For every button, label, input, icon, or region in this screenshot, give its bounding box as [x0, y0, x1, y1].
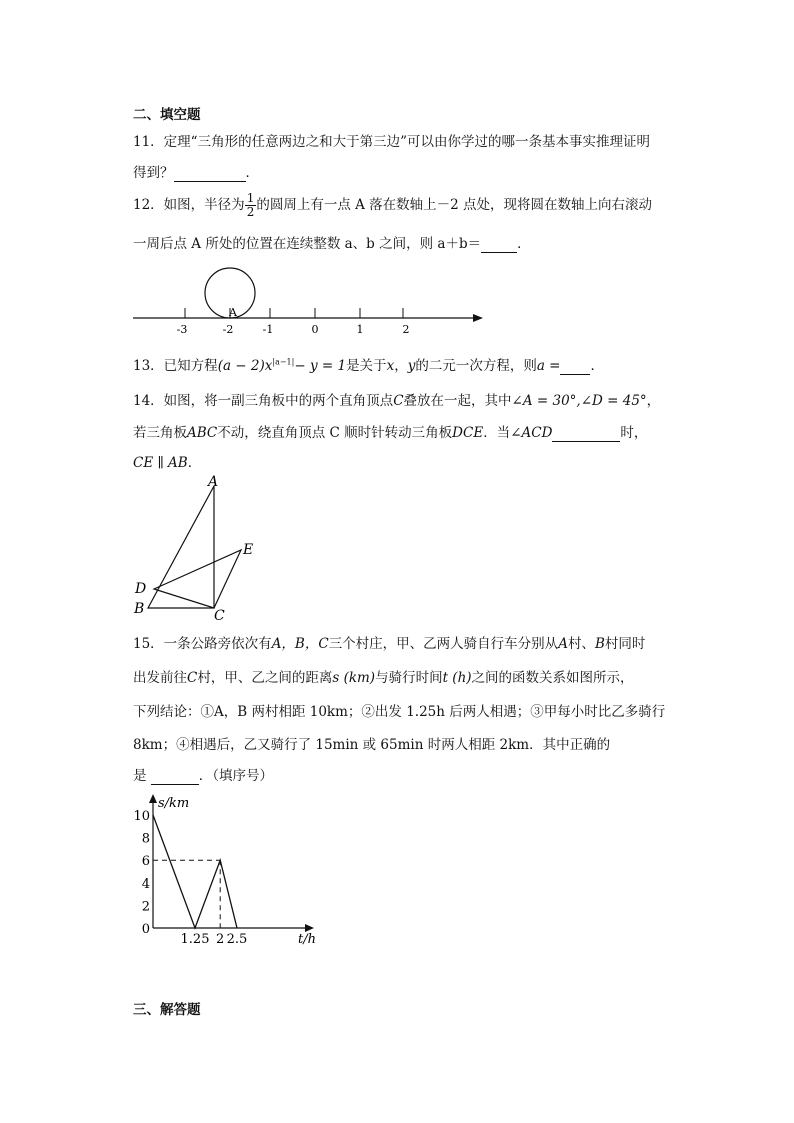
y-tick-label: 4 — [141, 876, 150, 892]
x-tick-label: 2.5 — [226, 932, 248, 947]
q13-eq-exp: |a−1| — [272, 357, 295, 367]
q11-line2-post: ． — [245, 165, 259, 181]
q14-line2-pre: 若三角板 — [133, 425, 187, 441]
q15-line1-mid2: 村、 — [567, 636, 595, 652]
distance-series-line — [153, 815, 237, 928]
q15-line4: 8km；④相遇后，乙又骑行了 15min 或 65min 时两人相距 2km．其中正确的 — [133, 737, 611, 753]
q14-line1-end: ， — [646, 393, 661, 409]
q13-a-eq: a = — [536, 358, 561, 374]
q13-eq-rest: − y = 1 — [294, 358, 347, 374]
q15-line5 — [133, 764, 273, 785]
q12-line2-pre: 一周后点 A 所处的位置在连续整数 a、b 之间，则 a＋b＝ — [133, 236, 482, 252]
q14-line2-mid: 不动，绕直角顶点 C 顺时针转动三角板 — [217, 425, 453, 441]
y-axis-arrow-icon — [149, 794, 157, 803]
q14-angles: ∠A = 30°,∠D = 45° — [511, 393, 647, 409]
q12-line1-post: 的圆周上有一点 A 落在数轴上－2 点处，现将圆在数轴上向右滚动 — [256, 197, 653, 213]
q13-line — [133, 354, 604, 375]
q15-answer-blank — [151, 768, 199, 785]
answer-section-title: 三、解答题 — [133, 1002, 201, 1018]
q11-answer-blank — [174, 165, 246, 182]
q12-frac-den: 2 — [246, 205, 255, 219]
point-a-label: A — [229, 306, 237, 319]
q13-end: ． — [590, 358, 604, 374]
tick-label: -3 — [176, 323, 188, 336]
q15-line1-pre: 15．一条公路旁依次有 — [133, 636, 272, 652]
vertex-e-label: E — [243, 542, 254, 558]
q12-line2 — [133, 232, 531, 253]
tick-label: 2 — [402, 323, 410, 336]
q11-line1: 11．定理“三角形的任意两边之和大于第三边”可以由你学过的哪一条基本事实推理证明 — [133, 134, 650, 150]
tick-label: 1 — [356, 323, 364, 336]
q11-line2 — [133, 161, 259, 182]
q14-line2 — [133, 421, 647, 442]
x-tick-label: 1.25 — [180, 932, 210, 947]
q15-t-h: t (h) — [442, 670, 472, 686]
q12-fraction — [245, 192, 257, 219]
q12-line1 — [133, 192, 652, 219]
q12-line1-pre: 12．如图，半径为 — [133, 197, 245, 213]
vertex-d-label: D — [135, 581, 147, 597]
q15-c: C — [187, 670, 198, 686]
q15-line2-pre: 出发前往 — [133, 670, 187, 686]
q14-abc: ABC — [187, 425, 218, 441]
q14-c: C — [393, 393, 404, 409]
vertex-a-label: A — [208, 474, 219, 490]
q13-mid: 是关于 — [346, 358, 387, 374]
q13-x: x — [386, 358, 395, 374]
q15-a: A — [558, 636, 568, 652]
q15-line3: 下列结论：①A，B 两村相距 10km；②出发 1.25h 后两人相遇；③甲每小时比乙多骑行 — [133, 704, 666, 720]
q13-sep: ， — [394, 358, 408, 374]
q15-line1 — [133, 632, 645, 652]
q15-line5-pre: 是 — [133, 768, 147, 784]
q14-line1 — [133, 389, 660, 409]
y-tick-label: 8 — [141, 831, 150, 847]
x-tick-label: 2 — [216, 932, 225, 947]
q14-parallel: CE ∥ AB — [133, 455, 188, 471]
q14-answer-blank — [552, 425, 620, 442]
q14-line2-mid2: ．当 — [483, 425, 511, 441]
q14-dce: DCE — [452, 425, 484, 441]
axis-arrow-icon — [473, 314, 483, 322]
q12-line2-post: ． — [517, 236, 531, 252]
x-axis-arrow-icon — [305, 924, 314, 932]
q15-line5-post: ．（填序号） — [198, 768, 274, 784]
tick-label: -1 — [262, 323, 274, 336]
q11-line2-pre: 得到？ — [133, 165, 174, 181]
q15-line2-mid: 村，甲、乙之间的距离 — [197, 670, 333, 686]
q12-number-line-figure — [125, 262, 495, 340]
q15-line2 — [133, 666, 634, 686]
q13-pre: 13．已知方程 — [133, 358, 218, 374]
q14-line3 — [133, 451, 201, 471]
q15-abc: A，B，C — [271, 636, 329, 652]
q15-line1-end: 村同时 — [604, 636, 646, 652]
y-tick-label: 6 — [141, 854, 150, 870]
q15-line2-mid2: 与骑行时间 — [375, 670, 443, 686]
q14-line1-mid: 叠放在一起，其中 — [403, 393, 512, 409]
q14-line2-end: 时， — [620, 425, 648, 441]
q13-post: 的二元一次方程，则 — [415, 358, 537, 374]
y-tick-label: 10 — [133, 809, 150, 824]
q14-line3-end: ． — [187, 455, 202, 471]
q13-y: y — [407, 358, 416, 374]
y-axis-label: s/km — [158, 796, 190, 811]
q15-line1-mid: 三个村庄，甲、乙两人骑自行车分别从 — [328, 636, 559, 652]
triangle-dce — [154, 550, 241, 608]
q15-b: B — [594, 636, 605, 652]
vertex-b-label: B — [134, 601, 145, 617]
q15-distance-time-chart — [128, 790, 328, 950]
q12-answer-blank — [481, 236, 517, 253]
y-tick-label: 2 — [141, 899, 150, 915]
q12-frac-num: 1 — [246, 191, 255, 205]
q15-line2-end: 之间的函数关系如图所示， — [471, 670, 634, 686]
q13-eq-a: (a − 2) — [217, 358, 265, 374]
q14-line1-pre: 14．如图，将一副三角板中的两个直角顶点 — [133, 393, 394, 409]
vertex-c-label: C — [214, 608, 225, 622]
q13-answer-blank — [560, 358, 590, 375]
fill-section-title: 二、填空题 — [133, 107, 201, 123]
tick-label: -2 — [222, 323, 234, 336]
q15-s-km: s (km) — [332, 670, 376, 686]
y-tick-label: 0 — [141, 922, 150, 937]
q13-eq-x: x — [264, 358, 273, 374]
x-axis-label: t/h — [298, 932, 316, 947]
tick-label: 0 — [311, 323, 319, 336]
q14-acd: ∠ACD — [510, 425, 553, 441]
q14-triangle-figure — [130, 472, 265, 622]
